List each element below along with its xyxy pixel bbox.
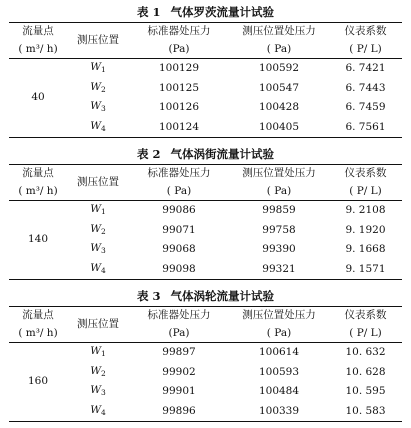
flow-point-header: 流量点 (9, 23, 67, 41)
table-row (9, 363, 402, 383)
std-pressure-unit: (Pa) (168, 326, 190, 339)
pos-pressure-header: 测压位置处压力 (229, 307, 329, 325)
coef-cell: 6. 7561 (329, 118, 402, 138)
pos-pressure-header: 测压位置处压力 (229, 165, 329, 183)
coef-unit: ( P/ L) (349, 42, 382, 55)
std-pressure-cell: 99071 (162, 223, 196, 236)
coef-header: 仪表系数 (329, 165, 402, 183)
flow-unit: ( m³/ h) (18, 42, 58, 55)
pos-pressure-unit: ( Pa) (266, 42, 292, 55)
table-1-number: 表 1 (136, 5, 161, 19)
table-3-title: 气体涡轮流量计试验 (170, 289, 274, 303)
std-pressure-cell: 99086 (129, 201, 229, 221)
position-cell: $W_1$ (67, 59, 129, 79)
coef-cell: 9. 1920 (345, 223, 386, 236)
std-pressure-cell: 99897 (129, 343, 229, 363)
table-1 (9, 22, 402, 138)
flow-point-header: 流量点 (9, 307, 67, 325)
table-row (9, 118, 402, 138)
table-header-row (9, 23, 402, 41)
table-header-row (9, 307, 402, 325)
coef-cell: 9. 1571 (329, 260, 402, 280)
pos-pressure-cell: 99758 (262, 223, 296, 236)
position-cell: $W_2$ (90, 222, 106, 236)
pos-pressure-unit: ( Pa) (266, 184, 292, 197)
std-pressure-cell: 99098 (129, 260, 229, 280)
table-2-number: 表 2 (136, 147, 161, 161)
table-row (9, 201, 402, 221)
position-cell: $W_2$ (90, 364, 106, 378)
position-cell: $W_3$ (90, 384, 106, 397)
std-pressure-cell: 99901 (162, 385, 196, 397)
coef-header: 仪表系数 (329, 23, 402, 41)
std-pressure-cell: 100125 (158, 81, 200, 94)
table-3-number: 表 3 (136, 289, 161, 303)
std-pressure-cell: 99902 (162, 365, 196, 378)
table-row (9, 260, 402, 280)
position-cell: $W_4$ (67, 118, 129, 138)
pos-pressure-cell: 100484 (258, 385, 300, 397)
pos-pressure-cell: 100428 (258, 101, 300, 113)
std-pressure-cell: 100126 (158, 101, 200, 113)
table-2-title: 气体涡街流量计试验 (170, 147, 274, 161)
table-row (9, 240, 402, 260)
pos-pressure-unit: ( Pa) (266, 326, 292, 339)
coef-cell: 6. 7443 (345, 81, 386, 94)
table-row (9, 382, 402, 402)
pos-pressure-cell: 100547 (258, 81, 300, 94)
pos-pressure-cell: 99321 (229, 260, 329, 280)
coef-cell: 9. 2108 (329, 201, 402, 221)
pos-pressure-cell: 99859 (229, 201, 329, 221)
coef-cell: 6. 7459 (345, 101, 386, 113)
position-header: 测压位置 (67, 165, 129, 201)
position-cell: $W_3$ (90, 100, 106, 113)
table-3-caption (0, 289, 411, 303)
table-row (9, 59, 402, 79)
table-header-row (9, 165, 402, 183)
position-cell: $W_4$ (67, 402, 129, 422)
table-1-caption (0, 5, 411, 19)
position-cell: $W_4$ (67, 260, 129, 280)
coef-cell: 10. 628 (345, 365, 386, 378)
flow-value: 40 (9, 59, 67, 138)
position-header: 测压位置 (67, 307, 129, 343)
table-1-title: 气体罗茨流量计试验 (170, 5, 274, 19)
coef-header: 仪表系数 (329, 307, 402, 325)
flow-unit: ( m³/ h) (18, 326, 58, 339)
pos-pressure-cell: 100614 (229, 343, 329, 363)
position-cell: $W_2$ (90, 80, 106, 94)
std-pressure-header: 标准器处压力 (129, 23, 229, 41)
table-row (9, 343, 402, 363)
pos-pressure-cell: 99390 (262, 243, 296, 255)
std-pressure-unit: (Pa) (168, 42, 190, 55)
std-pressure-cell: 99068 (162, 243, 196, 255)
pos-pressure-cell: 100592 (229, 59, 329, 79)
coef-cell: 10. 595 (345, 385, 386, 397)
table-3 (9, 306, 402, 422)
coef-unit: ( P/ L) (349, 184, 382, 197)
pos-pressure-cell: 100405 (229, 118, 329, 138)
std-pressure-cell: 100124 (129, 118, 229, 138)
flow-unit: ( m³/ h) (18, 184, 58, 197)
flow-point-header: 流量点 (9, 165, 67, 183)
coef-cell: 9. 1668 (345, 243, 386, 255)
std-pressure-header: 标准器处压力 (129, 307, 229, 325)
coef-cell: 10. 583 (329, 402, 402, 422)
pos-pressure-header: 测压位置处压力 (229, 23, 329, 41)
std-pressure-cell: 99896 (129, 402, 229, 422)
std-pressure-cell: 100129 (129, 59, 229, 79)
position-cell: $W_1$ (67, 343, 129, 363)
flow-value: 140 (9, 201, 67, 280)
coef-cell: 10. 632 (329, 343, 402, 363)
pos-pressure-cell: 100339 (229, 402, 329, 422)
position-cell: $W_1$ (67, 201, 129, 221)
pos-pressure-cell: 100593 (258, 365, 300, 378)
position-header: 测压位置 (67, 23, 129, 59)
table-2-caption (0, 147, 411, 161)
table-row (9, 79, 402, 99)
coef-unit: ( P/ L) (349, 326, 382, 339)
position-cell: $W_3$ (90, 242, 106, 255)
coef-cell: 6. 7421 (329, 59, 402, 79)
std-pressure-unit: ( Pa) (166, 184, 192, 197)
flow-value: 160 (9, 343, 67, 422)
table-2 (9, 164, 402, 280)
table-row (9, 98, 402, 118)
std-pressure-header: 标准器处压力 (129, 165, 229, 183)
table-row (9, 221, 402, 241)
table-row (9, 402, 402, 422)
